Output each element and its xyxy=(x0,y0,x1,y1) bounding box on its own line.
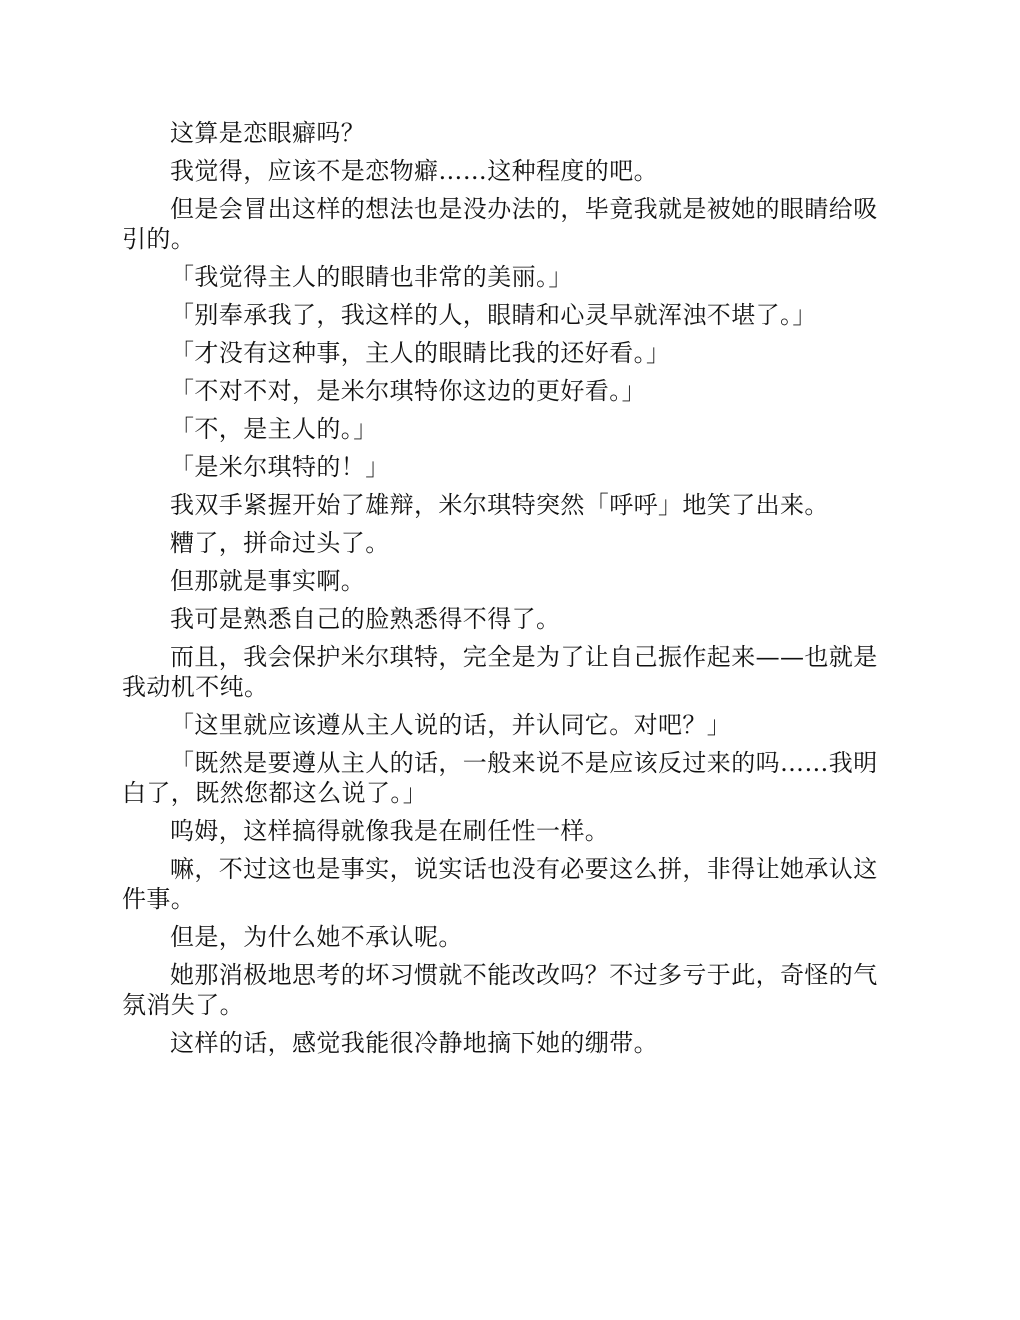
paragraph: 嘛，不过这也是事实，说实话也没有必要这么拼，非得让她承认这件事。 xyxy=(122,855,878,913)
paragraph: 但是，为什么她不承认呢。 xyxy=(170,923,463,951)
paragraph: 我觉得，应该不是恋物癖……这种程度的吧。 xyxy=(170,157,658,185)
document-page xyxy=(122,118,898,1066)
paragraph: 她那消极地思考的坏习惯就不能改改吗？不过多亏于此，奇怪的气氛消失了。 xyxy=(122,961,878,1019)
paragraph: 「不对不对，是米尔琪特你这边的更好看。」 xyxy=(170,377,646,405)
paragraph: 「不，是主人的。」 xyxy=(170,415,378,443)
paragraph: 「我觉得主人的眼睛也非常的美丽。」 xyxy=(170,263,573,291)
paragraph: 「别奉承我了，我这样的人，眼睛和心灵早就浑浊不堪了。」 xyxy=(170,301,817,329)
paragraph: 这样的话，感觉我能很冷静地摘下她的绷带。 xyxy=(170,1029,658,1057)
paragraph: 糟了，拼命过头了。 xyxy=(170,529,390,557)
paragraph: 但那就是事实啊。 xyxy=(170,567,366,595)
paragraph: 「是米尔琪特的！」 xyxy=(170,453,390,481)
paragraph: 「这里就应该遵从主人说的话，并认同它。对吧？」 xyxy=(170,711,732,739)
paragraph: 呜姆，这样搞得就像我是在刷任性一样。 xyxy=(170,817,610,845)
paragraph: 「才没有这种事，主人的眼睛比我的还好看。」 xyxy=(170,339,671,367)
paragraph: 「既然是要遵从主人的话，一般来说不是应该反过来的吗……我明白了，既然您都这么说了。」 xyxy=(122,749,878,807)
paragraph: 但是会冒出这样的想法也是没办法的，毕竟我就是被她的眼睛给吸引的。 xyxy=(122,195,878,253)
paragraph: 我双手紧握开始了雄辩，米尔琪特突然「呼呼」地笑了出来。 xyxy=(170,491,829,519)
paragraph: 而且，我会保护米尔琪特，完全是为了让自己振作起来——也就是我动机不纯。 xyxy=(122,643,878,701)
paragraph: 这算是恋眼癖吗？ xyxy=(170,119,366,147)
paragraph: 我可是熟悉自己的脸熟悉得不得了。 xyxy=(170,605,561,633)
